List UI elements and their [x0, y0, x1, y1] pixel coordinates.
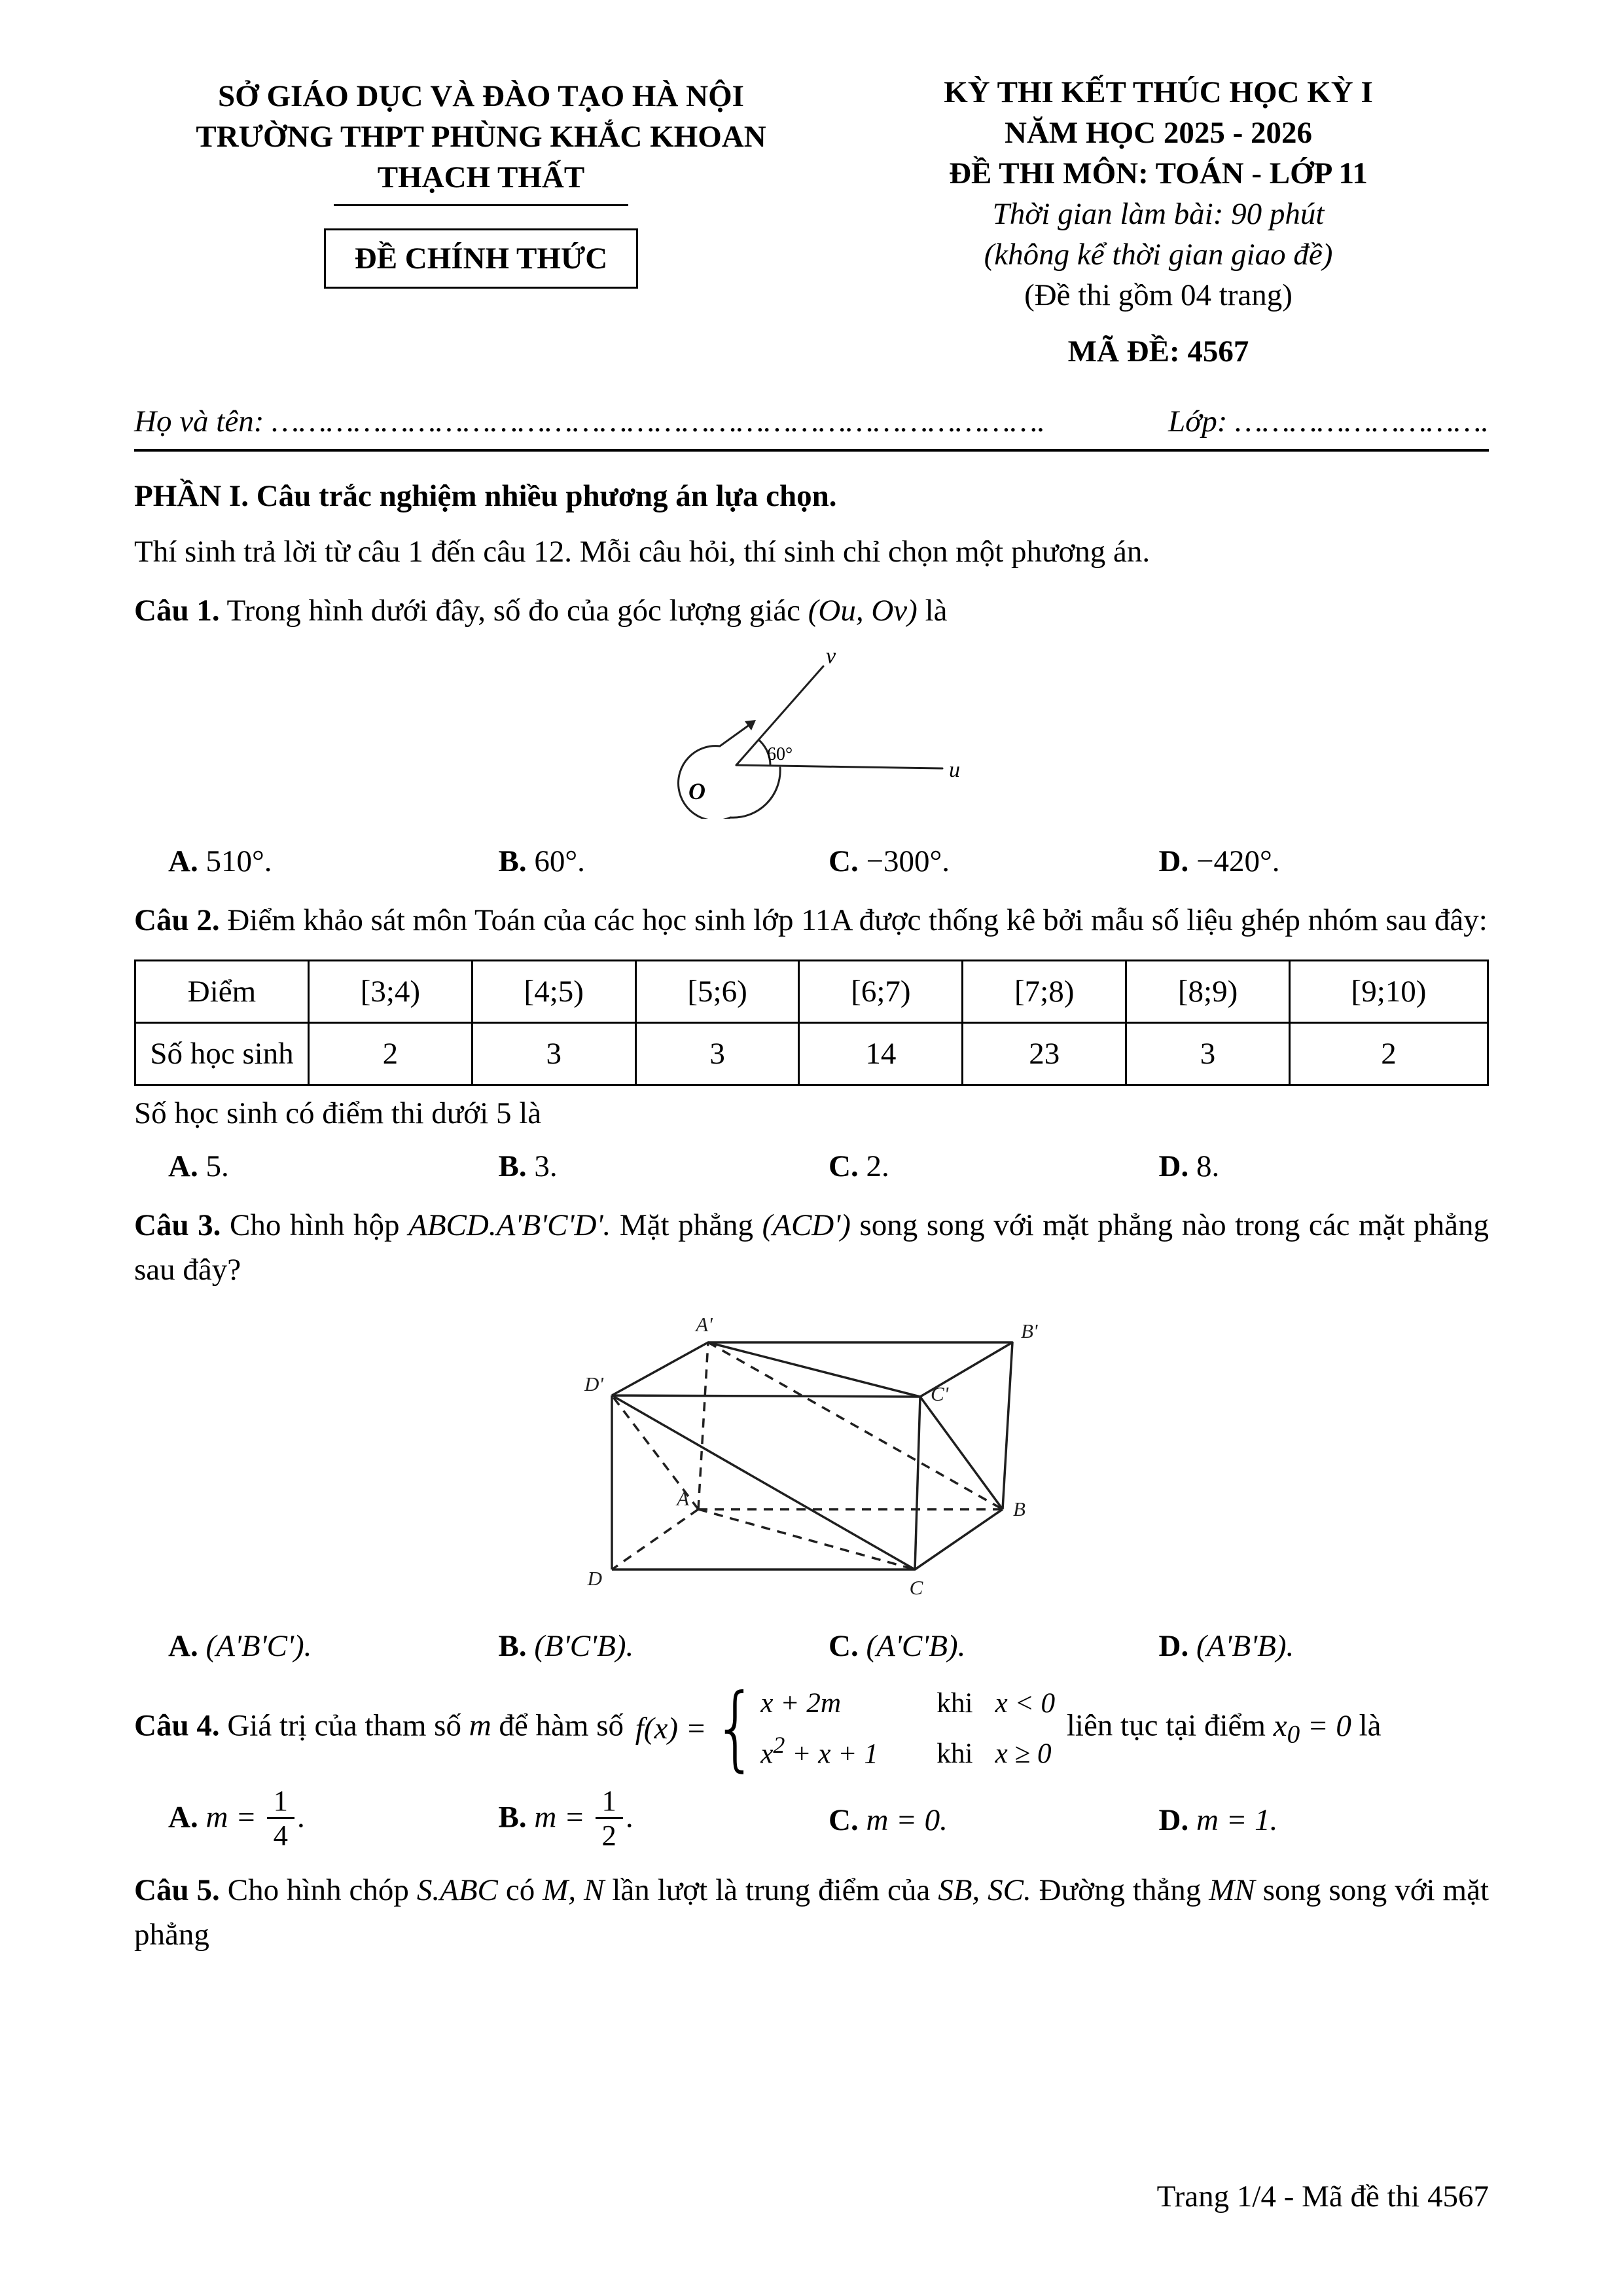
table-value-row	[135, 1023, 1488, 1085]
question-1-text: Trong hình dưới đây, số đo của góc lượng giác	[226, 593, 800, 628]
option-b: B. m = $\frac{1}{2}$ .	[498, 1784, 633, 1852]
table-cell: 2	[1289, 1023, 1488, 1085]
spiral-arrowhead-icon	[745, 720, 756, 730]
question-5	[134, 1868, 1489, 1957]
question-5-text-end: song song với mặt phẳng	[134, 1873, 1489, 1952]
option-value: (B'C'B).	[534, 1629, 634, 1664]
question-3-figure	[134, 1302, 1489, 1616]
table-cell: [8;9)	[1126, 961, 1290, 1023]
box-visible-edges	[612, 1342, 1012, 1570]
table-cell: [4;5)	[472, 961, 635, 1023]
plane-visible-diagonals	[612, 1342, 1003, 1570]
case-1-condition: x < 0	[995, 1687, 1056, 1719]
question-5-text: có	[505, 1873, 535, 1908]
part1-instructions: Thí sinh trả lời từ câu 1 đến câu 12. Mỗi câu hỏi, thí sinh chỉ chọn một phương án.	[134, 534, 1150, 569]
option-value: (A'B'C').	[205, 1629, 312, 1664]
vertex-d-prime-label: D'	[584, 1372, 603, 1396]
question-1-math: (Ou, Ov)	[808, 593, 918, 628]
school-name: TRƯỜNG THPT PHÙNG KHẮC KHOAN	[196, 120, 766, 154]
vertex-a-prime-label: A'	[696, 1313, 713, 1336]
case-2-expr: $x^2 + x + 1$	[760, 1732, 878, 1770]
option-value: 60°.	[534, 844, 585, 878]
piecewise-function	[635, 1675, 1056, 1782]
table-cell: 3	[635, 1023, 799, 1085]
question-4-text-end: là	[1359, 1709, 1382, 1743]
angle-value-label: 60°	[767, 744, 793, 764]
option-key: C.	[829, 1149, 859, 1183]
option-value: 2.	[866, 1149, 889, 1183]
case-1-keyword: khi	[936, 1687, 973, 1719]
option-value: m =	[534, 1800, 585, 1835]
exam-duration: Thời gian làm bài: 90 phút	[992, 197, 1325, 232]
table-cell: [6;7)	[799, 961, 963, 1023]
exam-code: MÃ ĐỀ: 4567	[1067, 334, 1249, 369]
school-divider	[334, 204, 628, 206]
option-d	[1159, 1624, 1489, 1668]
option-key: C.	[829, 1629, 859, 1664]
header-school-block	[134, 72, 828, 289]
table-cell: Điểm	[135, 961, 309, 1023]
vertex-b-label: B	[1013, 1498, 1026, 1521]
option-c	[829, 839, 1159, 884]
question-5-text: Đường thẳng	[1039, 1873, 1202, 1908]
header-divider	[134, 449, 1489, 452]
table-header-row	[135, 961, 1488, 1023]
option-key: B.	[498, 1800, 527, 1835]
table-cell: 3	[472, 1023, 635, 1085]
function-name: f(x) =	[635, 1712, 707, 1746]
table-cell: 3	[1126, 1023, 1290, 1085]
table-cell: 14	[799, 1023, 963, 1085]
rotation-spiral	[679, 726, 781, 819]
fraction: $\frac{1}{4}$	[267, 1784, 294, 1852]
option-key: B.	[498, 1629, 527, 1664]
question-1-options	[134, 839, 1489, 884]
question-3-text: Cho hình hộp	[229, 1208, 400, 1242]
question-2-options	[134, 1144, 1489, 1189]
exam-subject: ĐỀ THI MÔN: TOÁN - LỚP 11	[949, 156, 1368, 191]
question-3-text: song song với mặt phẳng nào trong các mặt phẳng sau đây?	[134, 1208, 1489, 1287]
box-hidden-edges	[612, 1342, 1003, 1570]
option-key: D.	[1158, 1149, 1189, 1183]
vertex-b-prime-label: B'	[1021, 1319, 1038, 1343]
vertex-c-prime-label: C'	[931, 1382, 949, 1406]
question-4	[134, 1675, 1489, 1782]
table-cell: [9;10)	[1289, 961, 1488, 1023]
vertex-a-label: A	[677, 1487, 689, 1511]
question-2-label: Câu 2.	[134, 903, 220, 938]
exam-title: KỲ THI KẾT THÚC HỌC KỲ I	[944, 75, 1373, 109]
table-cell: [3;4)	[309, 961, 473, 1023]
question-1-label: Câu 1.	[134, 593, 220, 628]
option-key: C.	[829, 844, 859, 878]
option-value: −420°.	[1196, 844, 1280, 878]
case-1-expr: x + 2m	[760, 1687, 842, 1719]
student-class-line: Lớp: ……………………….	[1168, 404, 1489, 439]
header-exam-block	[828, 72, 1489, 372]
option-value: m = 1.	[1196, 1803, 1278, 1837]
question-3-math: ABCD.A'B'C'D'.	[408, 1208, 611, 1242]
option-value: 3.	[534, 1149, 558, 1183]
fraction: $\frac{1}{2}$	[596, 1784, 623, 1852]
question-5-math: MN	[1209, 1873, 1255, 1908]
option-value: m =	[205, 1800, 257, 1835]
option-key: D.	[1158, 1803, 1189, 1837]
part1-title: PHẦN I. Câu trắc nghiệm nhiều phương án lựa chọn.	[134, 479, 837, 514]
option-d	[1159, 839, 1489, 884]
question-5-text: Cho hình chóp	[227, 1873, 409, 1908]
question-1	[134, 588, 1489, 633]
case-2-keyword: khi	[936, 1738, 973, 1770]
option-key: C.	[829, 1803, 859, 1837]
question-5-text: lần lượt là trung điểm của	[612, 1873, 931, 1908]
option-value: m = 0.	[866, 1803, 948, 1837]
option-d	[1159, 1798, 1489, 1842]
question-2-subtext: Số học sinh có điểm thi dưới 5 là	[134, 1096, 542, 1131]
ray-v-label: v	[826, 643, 836, 668]
option-key: A.	[168, 1149, 198, 1183]
option-a: A. m = $\frac{1}{4}$ .	[168, 1784, 305, 1852]
case-1	[760, 1683, 1055, 1724]
exam-pages-note: (Đề thi gồm 04 trang)	[1024, 278, 1293, 313]
vertex-c-label: C	[909, 1576, 923, 1600]
option-c	[829, 1144, 1159, 1189]
vertex-d-label: D	[587, 1567, 602, 1590]
option-key: D.	[1158, 1629, 1189, 1664]
official-exam-badge: ĐỀ CHÍNH THỨC	[324, 228, 639, 289]
question-1-figure	[134, 643, 1489, 831]
question-4-text: Giá trị của tham số	[227, 1709, 461, 1743]
option-d	[1159, 1144, 1489, 1189]
option-a	[168, 1144, 499, 1189]
case-2	[760, 1728, 1055, 1774]
left-brace: {	[713, 1675, 758, 1782]
question-3	[134, 1203, 1489, 1292]
option-c	[829, 1798, 1159, 1842]
question-5-math: S.ABC	[416, 1873, 498, 1908]
option-value: 5.	[205, 1149, 229, 1183]
question-5-math: SB, SC.	[938, 1873, 1031, 1908]
option-b	[499, 1624, 829, 1668]
option-value: 8.	[1196, 1149, 1220, 1183]
option-key: A.	[168, 844, 198, 878]
option-b	[499, 1144, 829, 1189]
option-value: (A'C'B).	[866, 1629, 966, 1664]
option-c	[829, 1624, 1159, 1668]
question-4-options	[134, 1786, 1489, 1854]
table-cell: 2	[309, 1023, 473, 1085]
exam-header	[134, 72, 1489, 372]
department-name: SỞ GIÁO DỤC VÀ ĐÀO TẠO HÀ NỘI	[218, 79, 744, 113]
exam-year: NĂM HỌC 2025 - 2026	[1005, 116, 1312, 151]
option-value: (A'B'B).	[1196, 1629, 1294, 1664]
page-footer: Trang 1/4 - Mã đề thi 4567	[1156, 2179, 1489, 2214]
case-2-condition: x ≥ 0	[995, 1738, 1052, 1770]
ray-u-line	[736, 765, 942, 768]
piecewise-cases	[760, 1683, 1055, 1774]
option-key: D.	[1158, 844, 1189, 878]
option-value: 510°.	[205, 844, 272, 878]
question-3-options	[134, 1624, 1489, 1668]
option-a	[168, 1624, 499, 1668]
plane-hidden-diagonals	[612, 1342, 1003, 1570]
question-4-text: để hàm số	[499, 1709, 624, 1743]
table-cell: Số học sinh	[135, 1023, 309, 1085]
option-a	[168, 839, 499, 884]
question-3-label: Câu 3.	[134, 1208, 221, 1242]
student-name-line: Họ và tên: ………………………………………………………………………….	[134, 404, 1046, 439]
option-key: B.	[498, 1149, 527, 1183]
option-key: B.	[498, 844, 527, 878]
question-4-label: Câu 4.	[134, 1709, 220, 1743]
table-cell: [5;6)	[635, 961, 799, 1023]
param-m: m	[469, 1709, 491, 1743]
x0-term: $x_0 = 0$	[1273, 1709, 1351, 1749]
question-2-text: Điểm khảo sát môn Toán của các học sinh lớp 11A được thống kê bởi mẫu số liệu ghép nhóm sau đây:	[227, 903, 1488, 938]
school-campus: THẠCH THẤT	[377, 160, 585, 195]
table-cell: [7;8)	[963, 961, 1126, 1023]
question-5-label: Câu 5.	[134, 1873, 220, 1908]
option-value: −300°.	[866, 844, 950, 878]
question-3-text: Mặt phẳng	[619, 1208, 753, 1242]
option-key: A.	[168, 1629, 198, 1664]
question-2	[134, 898, 1489, 942]
angle-figure	[641, 643, 982, 819]
table-cell: 23	[963, 1023, 1126, 1085]
question-4-text: liên tục tại điểm	[1066, 1709, 1266, 1743]
option-key: A.	[168, 1800, 198, 1835]
score-frequency-table	[134, 960, 1489, 1086]
question-5-math: M, N	[543, 1873, 605, 1908]
ray-u-label: u	[949, 757, 960, 782]
exam-duration-note: (không kể thời gian giao đề)	[984, 238, 1333, 272]
box-figure	[569, 1302, 1054, 1604]
student-info-row	[134, 399, 1489, 449]
question-1-text-end: là	[925, 593, 948, 628]
question-3-math: (ACD')	[762, 1208, 851, 1242]
option-b	[499, 839, 829, 884]
origin-label: O	[688, 778, 705, 804]
